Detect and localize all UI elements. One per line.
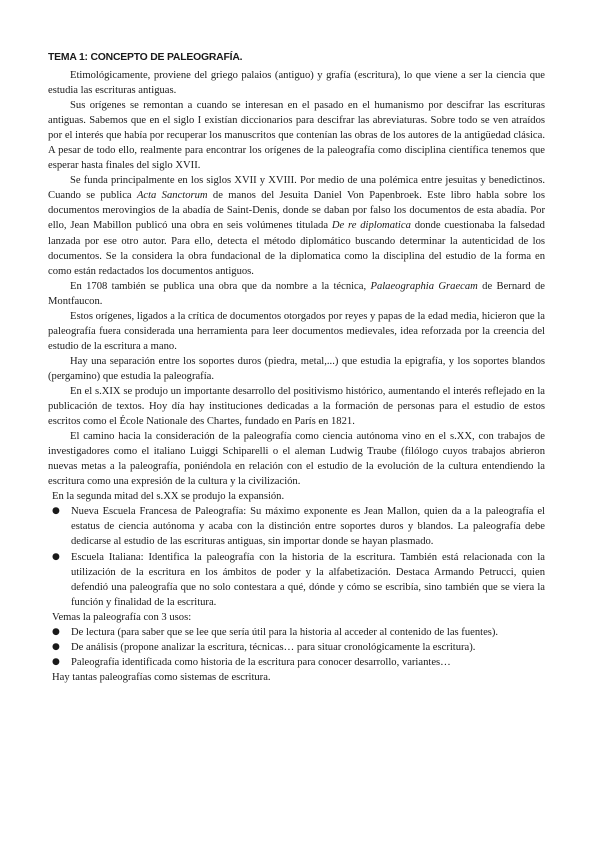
list-item — [48, 640, 545, 655]
paragraph-origins: Sus orígenes se remontan a cuando se interesan en el pasado en el humanismo por descifrar las escrituras antiguas. Sabemos que en el siglo I existían diccionarios para descifrar las abreviaturas. Sobre todo se ven atraídos por el interés que había por recuperar los manuscritos que contenían las obras de los autores de la antigüedad clásica. A pesar de todo ello, realmente para encontrar los orígenes de la paleografía como disciplina científica tenemos que esperar hasta finales del siglo XVII. — [48, 100, 545, 172]
text-span: de Bernard de Montfaucon. — [48, 280, 545, 307]
title-palaeographia: Palaeographia Graecam — [370, 280, 478, 292]
list-item-text: Escuela Italiana: Identifica la paleografía con la historia de la escritura. También está relacionada con la utilización de la escritura en los ámbitos de poder y la alfabetización. Destaca Armando Petrucci, quien defendió una paleografía que no solo contestara a qué, dónde y cómo se escribía, sino también que se viera la función y finalidad de la escritura. — [71, 551, 545, 608]
paragraph-etymology: Etimológicamente, proviene del griego palaios (antiguo) y grafía (escritura), lo que viene a ser la ciencia que estudia las escrituras antiguas. — [48, 70, 545, 97]
bullet-icon: ● — [52, 641, 60, 652]
paragraph-supports: Hay una separación entre los soportes duros (piedra, metal,...) que estudia la epigrafía, y los soportes blandos (pergamino) que estudia la paleografía. — [48, 355, 545, 382]
paragraph-xx: El camino hacia la consideración de la paleografía como ciencia autónoma vino en el s.XX, con trabajos de investigadores como el italiano Luiggi Schiparelli o el aleman Ludwig Traube (filólogo cuyos trabajos abrieron nuevas metas a la paleografía, poniéndola en relación con el estudio de la evolución de la cultura entendiendo la escritura como una expresión de la cultura y la civilización. — [48, 431, 545, 488]
uses-list — [48, 625, 545, 670]
list-item — [48, 625, 545, 640]
paragraph-xix: En el s.XIX se produjo un importante desarrollo del positivismo histórico, aumentando el interés reflejado en la publicación de textos. Hoy día hay instituciones dedicadas a la formación de personas para el estudio de estos escritos como el École Nationale des Chartes, fundado en París en 1821. — [48, 385, 545, 428]
bullet-icon: ● — [52, 506, 60, 517]
bullet-icon: ● — [52, 551, 60, 562]
list-item — [48, 550, 545, 610]
paragraph-expansion: En la segunda mitad del s.XX se produjo la expansión. — [52, 491, 285, 503]
title-de-re-diplomatica: De re diplomatica — [331, 220, 411, 232]
page-title: TEMA 1: CONCEPTO DE PALEOGRAFÍA. — [48, 52, 243, 63]
text-span: donde cuestionaba la falsedad lanzada por ese otro autor. Para ello, detecta el método diplomático buscando determinar la autenticidad de los documentos. Se la considera la obra fundacional de la diplomatica como la disciplina del estudio de la forma en como están redactados los documentos antiguos. — [48, 220, 545, 277]
bullet-icon: ● — [52, 656, 60, 667]
paragraph-1708 — [48, 279, 545, 309]
schools-list — [48, 504, 545, 609]
list-item — [48, 655, 545, 670]
title-acta-sanctorum: Acta Sanctorum — [136, 190, 208, 202]
text-span: de manos del Jesuita Daniel Von Papenbroek. Este libro habla sobre los documentos merovingios de la abadía de Saint-Denis, donde se daban por falso los documentos de esta abadía. Por ello, Jean Mabillon publicó una obra en seis volúmenes titulada — [48, 190, 545, 232]
list-item-text: Paleografía identificada como historia de la escritura para conocer desarrollo, variantes… — [71, 656, 451, 668]
text-span: En 1708 también se publica una obra que da nombre a la técnica, — [70, 280, 371, 292]
document-page — [48, 50, 545, 685]
text-span: Se funda principalmente en los siglos XVII y XVIII. Por medio de una polémica entre jesuitas y benedictinos. Cuando se publica — [48, 175, 545, 202]
paragraph-criticism: Estos orígenes, ligados a la crítica de documentos otorgados por reyes y papas de la edad media, hicieron que la paleografía fuera considerada una herramienta para leer documentos medievales, idea reforzada por la creencia del estudio de la escritura a mano. — [48, 310, 545, 352]
bullet-icon: ● — [52, 626, 60, 637]
list-item — [48, 504, 545, 549]
paragraph-closing: Hay tantas paleografías como sistemas de escritura. — [52, 671, 271, 683]
list-item-text: De lectura (para saber que se lee que sería útil para la historia al acceder al contenido de las fuentes). — [71, 626, 499, 638]
paragraph-uses: Vemas la paleografía con 3 usos: — [52, 611, 192, 623]
list-item-text: Nueva Escuela Francesa de Paleografía: Su máximo exponente es Jean Mallon, quien da a la paleografía el estatus de ciencia autónoma y acaba con la distinción entre soportes duros y blandos. La paleografía debe dedicarse al estudio de las escrituras antiguas, sin importar donde se hayan plasmado. — [71, 506, 545, 548]
paragraph-foundation — [48, 173, 545, 278]
list-item-text: De análisis (propone analizar la escritura, técnicas… para situar cronológicamente la escritura). — [71, 641, 476, 653]
